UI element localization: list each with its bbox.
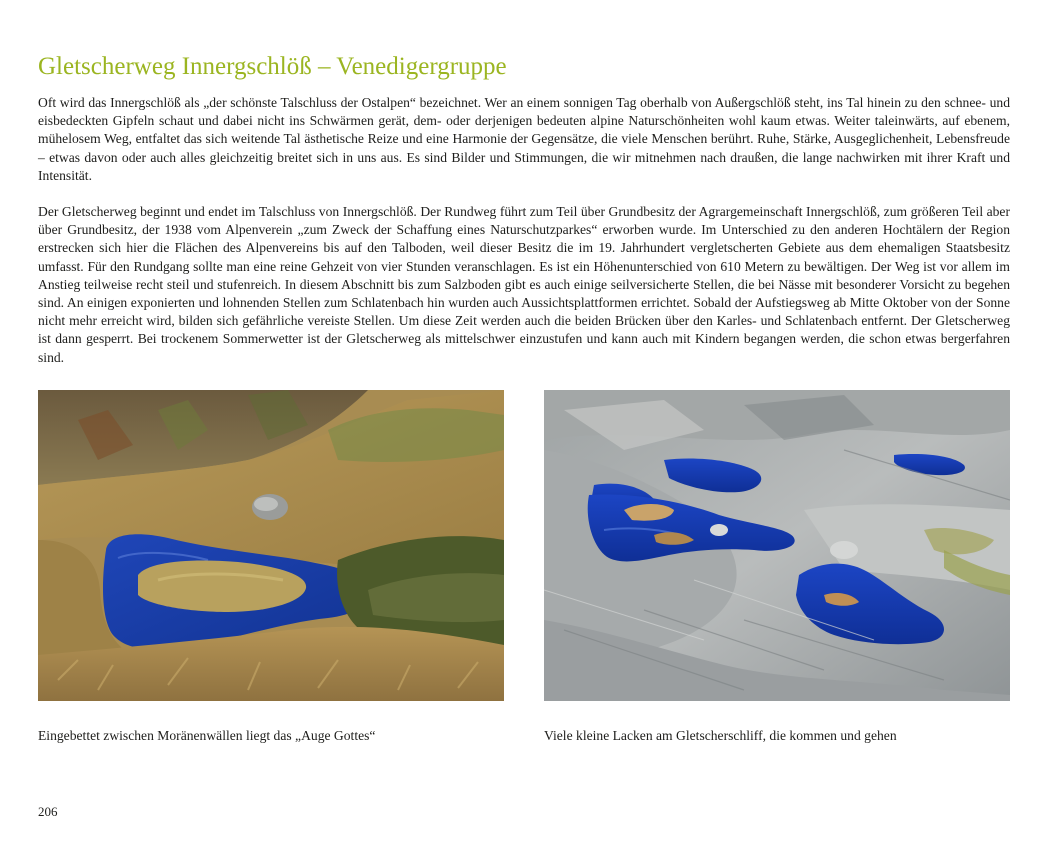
body-paragraph-route: Der Gletscherweg beginnt und endet im Talschluss von Innergschlöß. Der Rundweg führt zum Teil über Grundbesitz der Agrargemeinschaft Innergschlöß, zum größeren Teil aber über Grundbesitz, der 1938 vom Alpenverein „zum Zweck der Schaffung eines Naturschutzparkes“ erworben wurde. Im Unterschied zu den anderen Hochtälern der Region erstrecken sich hier die Flächen des Alpenvereins bis auf den Talboden, weil dieser Besitz die im 19. Jahrhundert vergletscherten Gebiete aus dem ehemaligen Staatsbesitz umfasst. Für den Rundgang sollte man eine reine Gehzeit von vier Stunden veranschlagen. Es ist ein Höhenunterschied von 610 Metern zu bewältigen. Der Weg ist vor allem im Anstieg teilweise recht steil und stufenreich. In diesem Abschnitt bis zum Salzboden gibt es auch einige seilversicherte Stellen, die bei Nässe mit besonderer Vorsicht zu begehen sind. An einigen exponierten und lohnenden Stellen zum Schlatenbach hin wurden auch Aussichtsplattformen errichtet. Sobald der Aufstiegsweg ab Mitte Oktober von der Sonne nicht mehr erreicht wird, bilden sich gefährliche vereiste Stellen. Um diese Zeit werden auch die beiden Brücken über den Karles- und Schlatenbach entfernt. Der Gletscherweg ist dann gesperrt. Bei trockenem Sommerwetter ist der Gletscherweg als mittelschwer einzustufen und kann auch mit Kindern begangen werden, die schon etwas bergerfahren sind. [38, 204, 1010, 365]
caption-left-photo: Eingebettet zwischen Moränenwällen liegt das „Auge Gottes“ [38, 728, 376, 743]
page-title: Gletscherweg Innergschlöß – Venedigergruppe [38, 52, 507, 80]
photo-auge-gottes-lake [38, 390, 504, 701]
caption-right-photo: Viele kleine Lacken am Gletscherschliff, die kommen und gehen [544, 728, 897, 743]
photo-glacier-polished-rock-pools [544, 390, 1010, 701]
body-paragraph-intro: Oft wird das Innergschlöß als „der schönste Talschluss der Ostalpen“ bezeichnet. Wer an einem sonnigen Tag oberhalb von Außergschlöß steht, ins Tal hinein zu den schnee- und eisbedeckten Gipfeln schaut und dabei nicht ins Schwärmen gerät, dem- oder derjenigen bedeuten alpine Naturschönheiten wohl kaum etwas. Weiter taleinwärts, auf ebenem, mühelosem Weg, entfaltet das sich weitende Tal ästhetische Reize und eine Harmonie der Gegensätze, die viele Menschen berührt. Ruhe, Stärke, Ausgeglichenheit, Lebensfreude – etwas davon oder auch alles gleichzeitig breitet sich in uns aus. Es sind Bilder und Stimmungen, die wir mitnehmen nach draußen, die lange nachwirken mit ihrer Kraft und Intensität. [38, 95, 1010, 183]
page-number: 206 [38, 804, 58, 819]
